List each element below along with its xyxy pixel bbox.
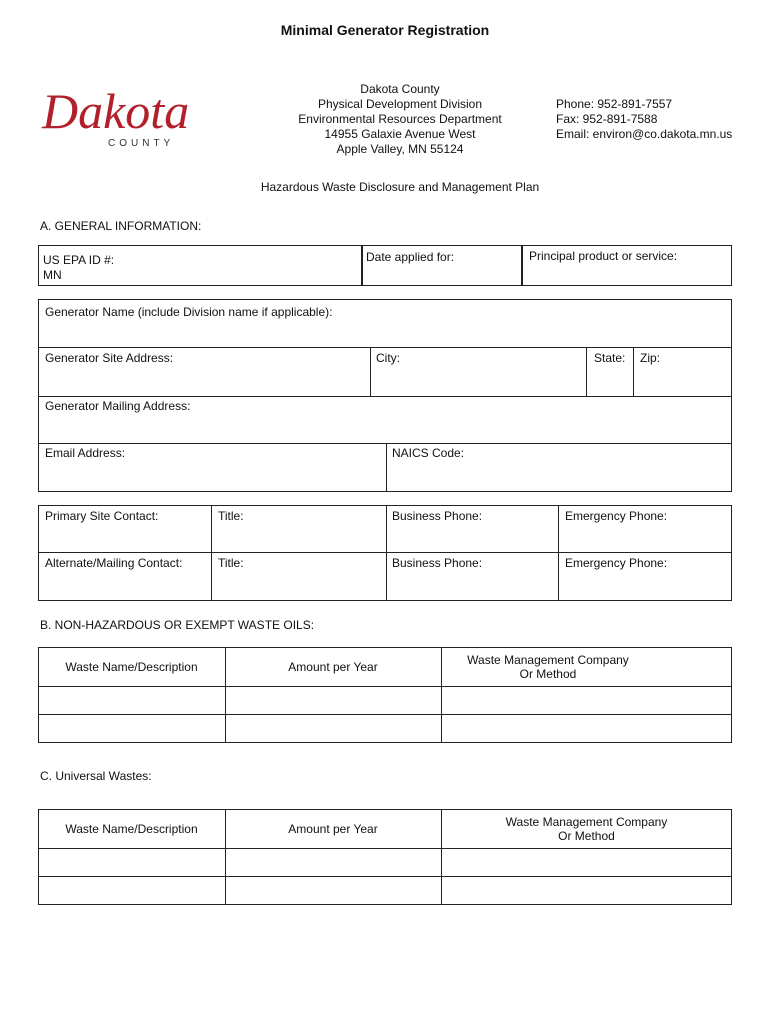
primary-emergency-phone-label: Emergency Phone: (565, 509, 668, 523)
alternate-business-phone-label: Business Phone: (392, 556, 483, 570)
divider (370, 347, 371, 396)
city-label: City: (376, 351, 400, 365)
universal-col-company-line2: Or Method (558, 829, 615, 843)
agency-city: Apple Valley, MN 55124 (336, 142, 464, 156)
waste-oils-col-company (441, 653, 655, 681)
primary-contact-label: Primary Site Contact: (45, 509, 159, 523)
primary-business-phone-label: Business Phone: (392, 509, 483, 523)
waste-oils-row2-company[interactable] (442, 715, 732, 742)
section-b-heading: B. NON-HAZARDOUS OR EXEMPT WASTE OILS: (40, 618, 315, 632)
universal-row1-amount[interactable] (226, 849, 441, 876)
divider (386, 505, 387, 601)
universal-row1-company[interactable] (442, 849, 732, 876)
waste-oils-row1-company[interactable] (442, 687, 732, 714)
divider (586, 347, 587, 396)
site-address-label: Generator Site Address: (45, 351, 174, 365)
agency-division: Physical Development Division (317, 97, 483, 111)
universal-row2-description[interactable] (38, 877, 225, 904)
universal-row1-description[interactable] (38, 849, 225, 876)
divider (558, 505, 559, 601)
primary-title-label: Title: (218, 509, 244, 523)
divider (211, 505, 212, 601)
logo-sub: COUNTY (108, 138, 175, 149)
agency-phone: Phone: 952-891-7557 (556, 97, 673, 111)
universal-col-company-line1: Waste Management Company (505, 815, 668, 829)
section-a-heading: A. GENERAL INFORMATION: (40, 219, 202, 233)
agency-email: Email: environ@co.dakota.mn.us (556, 127, 733, 141)
divider (38, 347, 732, 348)
divider (38, 552, 732, 553)
epa-id-label: US EPA ID #: (43, 253, 115, 267)
agency-fax: Fax: 952-891-7588 (556, 112, 658, 126)
universal-col-description: Waste Name/Description (65, 822, 198, 836)
state-label: State: (594, 351, 626, 365)
alternate-title-label: Title: (218, 556, 244, 570)
waste-oils-row1-description[interactable] (38, 687, 225, 714)
waste-oils-row2-amount[interactable] (226, 715, 441, 742)
agency-department: Environmental Resources Department (298, 112, 502, 126)
waste-oils-col-company-line2: Or Method (519, 667, 577, 681)
plan-title: Hazardous Waste Disclosure and Management Plan (260, 180, 540, 194)
mailing-address-label: Generator Mailing Address: (45, 399, 191, 413)
waste-oils-col-amount: Amount per Year (288, 660, 378, 674)
waste-oils-row2-description[interactable] (38, 715, 225, 742)
page-title: Minimal Generator Registration (280, 22, 490, 38)
dakota-county-logo (40, 80, 240, 150)
agency-name: Dakota County (360, 82, 440, 96)
email-address-label: Email Address: (45, 446, 126, 460)
section-c-heading: C. Universal Wastes: (40, 769, 152, 783)
waste-oils-row1-amount[interactable] (226, 687, 441, 714)
divider (386, 443, 387, 492)
alternate-contact-label: Alternate/Mailing Contact: (45, 556, 183, 570)
divider (633, 347, 634, 396)
agency-contact (556, 97, 732, 142)
universal-col-company (441, 815, 732, 843)
agency-street: 14955 Galaxie Avenue West (324, 127, 476, 141)
agency-address (270, 82, 530, 157)
alternate-emergency-phone-label: Emergency Phone: (565, 556, 668, 570)
principal-product-label: Principal product or service: (529, 249, 678, 263)
divider (38, 396, 732, 397)
generator-name-label: Generator Name (include Division name if applicable): (45, 305, 333, 319)
universal-row2-company[interactable] (442, 877, 732, 904)
naics-code-label: NAICS Code: (392, 446, 465, 460)
waste-oils-col-description: Waste Name/Description (65, 660, 198, 674)
zip-label: Zip: (640, 351, 661, 365)
date-applied-label: Date applied for: (366, 250, 455, 264)
epa-id-value: MN (43, 268, 62, 282)
logo-word: Dakota (42, 83, 190, 139)
universal-row2-amount[interactable] (226, 877, 441, 904)
waste-oils-col-company-line1: Waste Management Company (467, 653, 629, 667)
divider (38, 443, 732, 444)
universal-col-amount: Amount per Year (288, 822, 378, 836)
